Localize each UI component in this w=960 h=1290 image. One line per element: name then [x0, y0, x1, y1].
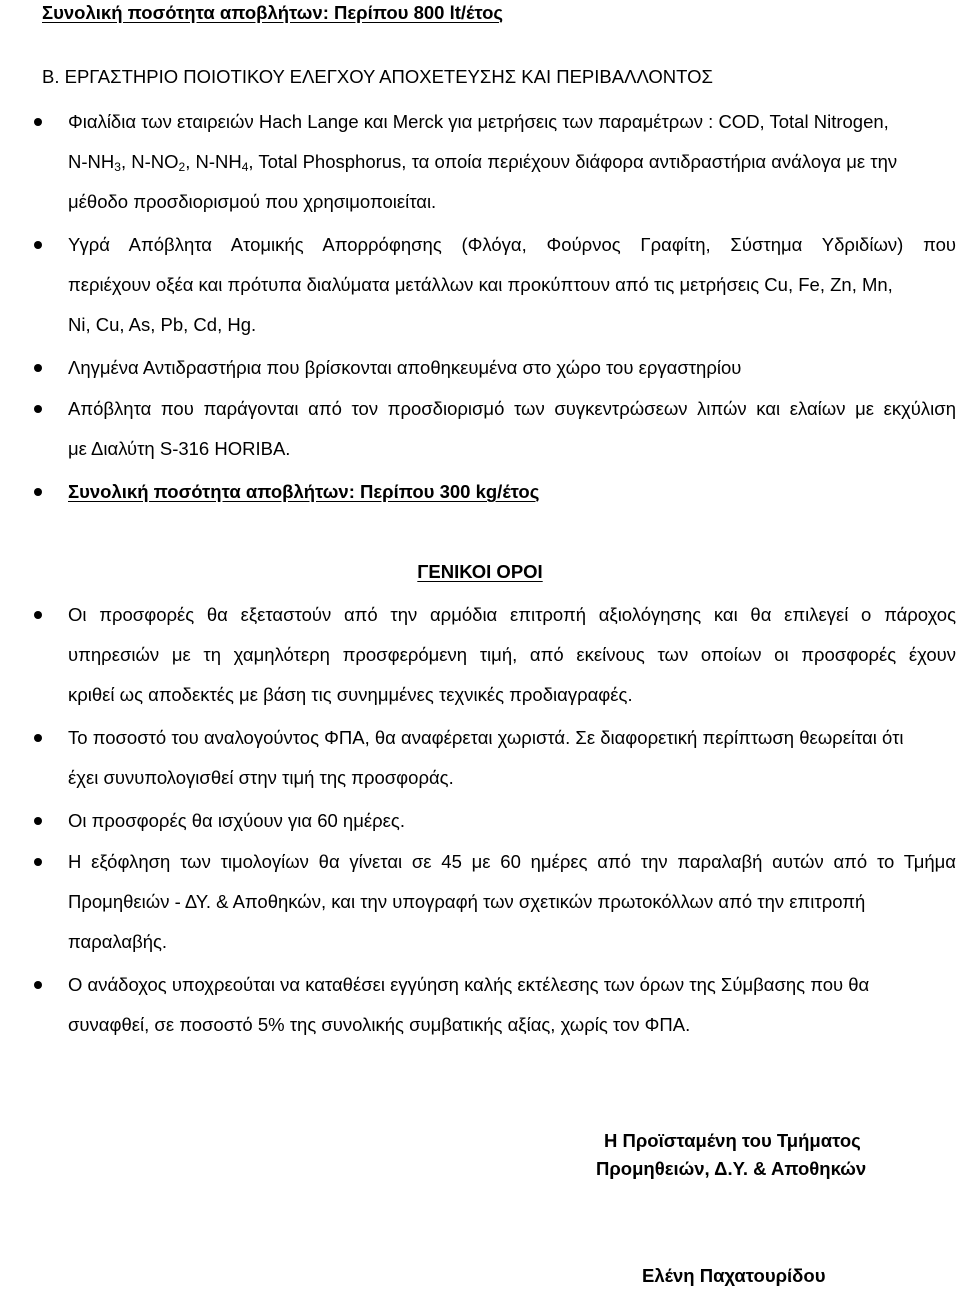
- bullet-icon: [34, 858, 42, 866]
- term5-line1: Ο ανάδοχος υποχρεούται να καταθέσει εγγύηση καλής εκτέλεσης των όρων της Σύμβασης που θα: [68, 974, 870, 995]
- term3-line1: Οι προσφορές θα ισχύουν για 60 ημέρες.: [68, 810, 405, 831]
- b-item1-line2: $N-NH_3$, $N-NO_2$, $N-NH_4$, Total Phosphorus, τα οποία περιέχουν διάφορα αντιδραστήρια ανάλογα με την: [68, 151, 898, 174]
- b-item3-line1: Ληγμένα Αντιδραστήρια που βρίσκονται αποθηκευμένα στο χώρο του εργαστηρίου: [68, 357, 742, 378]
- section-b-title: Β. ΕΡΓΑΣΤΗΡΙΟ ΠΟΙΟΤΙΚΟΥ ΕΛΕΓΧΟΥ ΑΠΟΧΕΤΕΥΣΗΣ ΚΑΙ ΠΕΡΙΒΑΛΛΟΝΤΟΣ: [42, 66, 713, 87]
- b-item4-line2: με Διαλύτη S-316 HORIBA.: [68, 438, 291, 459]
- term4-line2: Προμηθειών - ΔΥ. & Αποθηκών, και την υπογραφή των σχετικών πρωτοκόλλων από την επιτροπή: [68, 891, 866, 912]
- bullet-icon: [34, 488, 42, 496]
- b-item2-line3: Ni, Cu, As, Pb, Cd, Hg.: [68, 314, 257, 335]
- term1-line3: κριθεί ως αποδεκτές με βάση τις συνημμένες τεχνικές προδιαγραφές.: [68, 684, 633, 705]
- term4-line3: παραλαβής.: [68, 931, 168, 952]
- term4-line1: Η εξόφληση των τιμολογίων θα γίνεται σε 45 με 60 ημέρες από την παραλαβή αυτών από το Τμήμα: [68, 851, 956, 872]
- b-item4-line1: Απόβλητα που παράγονται από τον προσδιορισμό των συγκεντρώσεων λιπών και ελαίων με εκχύλιση: [68, 398, 956, 419]
- term2-line1: Το ποσοστό του αναλογούντος ΦΠΑ, θα αναφέρεται χωριστά. Σε διαφορετική περίπτωση θεωρείται ότι: [68, 727, 904, 748]
- signature-role-line1: Η Προϊσταμένη του Τμήματος: [604, 1130, 861, 1151]
- b-item1-line1: Φιαλίδια των εταιρειών Hach Lange και Merck για μετρήσεις των παραμέτρων : COD, Total Nitrogen,: [68, 111, 889, 132]
- term1-line2: υπηρεσιών με τη χαμηλότερη προσφερόμενη τιμή, από εκείνους των οποίων οι προσφορές έχουν: [68, 644, 956, 665]
- term5-line2: συναφθεί, σε ποσοστό 5% της συνολικής συμβατικής αξίας, χωρίς τον ΦΠΑ.: [68, 1014, 691, 1035]
- bullet-icon: [34, 241, 42, 249]
- signature-role-line2: Προμηθειών, Δ.Υ. & Αποθηκών: [596, 1158, 867, 1179]
- signature-name: Ελένη Παχατουρίδου: [642, 1265, 826, 1286]
- term2-line2: έχει συνυπολογισθεί στην τιμή της προσφοράς.: [68, 767, 454, 788]
- b-total-line: Συνολική ποσότητα αποβλήτων: Περίπου 300 kg/έτος: [68, 481, 540, 502]
- bullet-icon: [34, 364, 42, 372]
- bullet-icon: [34, 817, 42, 825]
- b-item1-line3: μέθοδο προσδιορισμού που χρησιμοποιείται.: [68, 191, 437, 212]
- bullet-icon: [34, 611, 42, 619]
- b-item2-line2: περιέχουν οξέα και πρότυπα διαλύματα μετάλλων και προκύπτουν από τις μετρήσεις Cu, Fe, Zn, Mn,: [68, 274, 893, 295]
- general-terms-title: ΓΕΝΙΚΟΙ ΟΡΟΙ: [417, 561, 543, 582]
- bullet-icon: [34, 734, 42, 742]
- bullet-icon: [34, 405, 42, 413]
- bullet-icon: [34, 118, 42, 126]
- top-total-line: Συνολική ποσότητα αποβλήτων: Περίπου 800 lt/έτος: [42, 2, 504, 23]
- term1-line1: Οι προσφορές θα εξεταστούν από την αρμόδια επιτροπή αξιολόγησης και θα επιλεγεί ο πάροχος: [68, 604, 956, 625]
- bullet-icon: [34, 981, 42, 989]
- b-item2-line1: Υγρά Απόβλητα Ατομικής Απορρόφησης (Φλόγα, Φούρνος Γραφίτη, Σύστημα Υδριδίων) που: [68, 234, 956, 255]
